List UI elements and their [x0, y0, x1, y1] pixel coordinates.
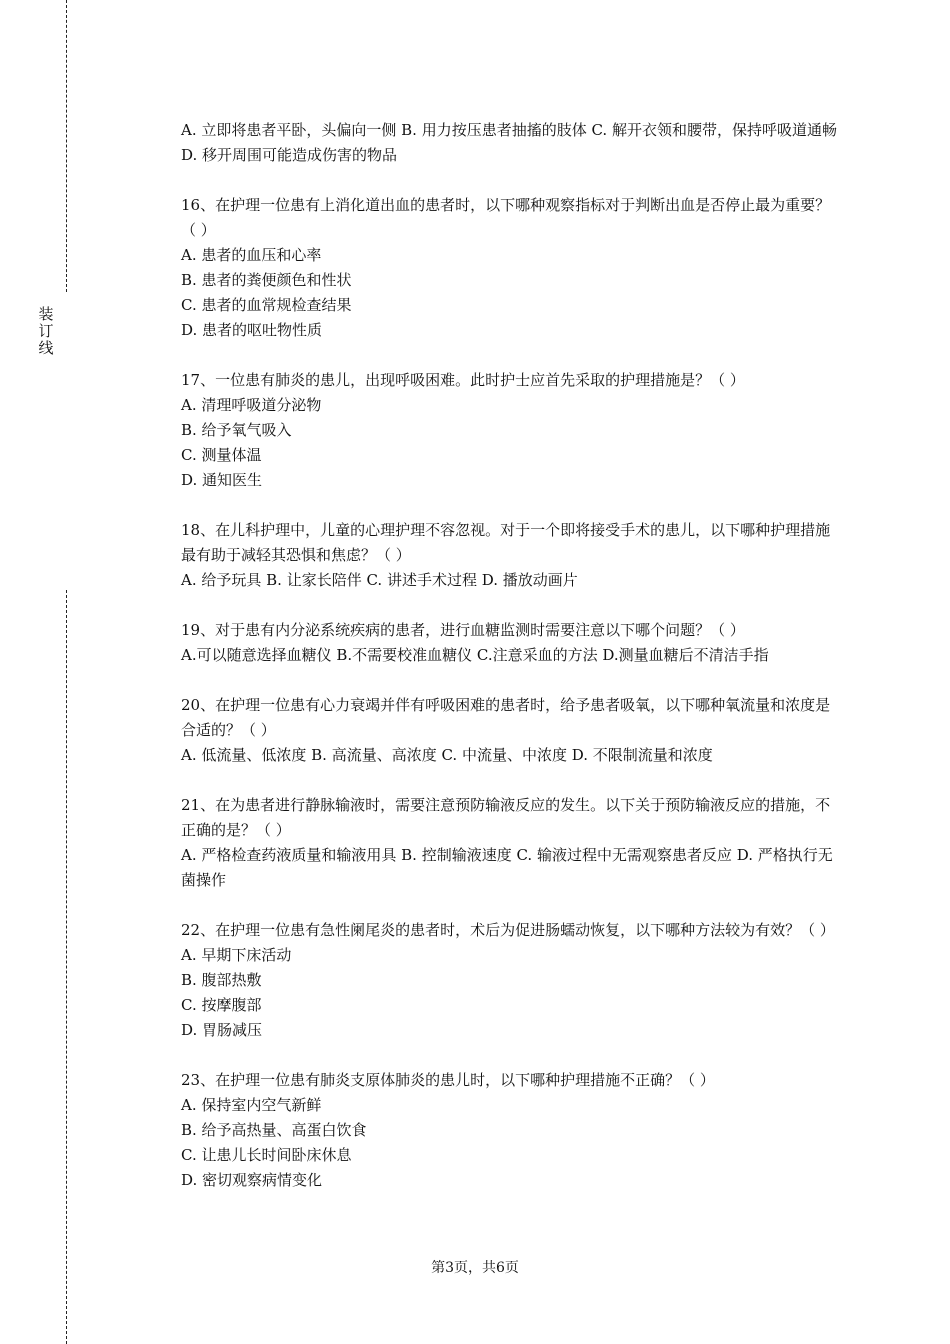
question-option: A. 给予玩具 B. 让家长陪伴 C. 讲述手术过程 D. 播放动画片 [181, 571, 578, 589]
question-option: C. 让患儿长时间卧床休息 [181, 1146, 352, 1164]
question-option: C. 患者的血常规检查结果 [181, 296, 352, 314]
question-block [181, 918, 841, 1043]
exam-content [181, 118, 841, 1218]
binding-dashed-line-top [66, 0, 67, 292]
page-number: 第3页，共6页 [431, 1260, 519, 1276]
question-block [181, 793, 841, 893]
question-block [181, 1068, 841, 1193]
binding-char: 装 [38, 305, 54, 323]
question-block [181, 368, 841, 493]
binding-char: 线 [38, 339, 54, 357]
question-stem: 21、在为患者进行静脉输液时，需要注意预防输液反应的发生。以下关于预防输液反应的措施，不正确的是？（ ） [181, 796, 831, 839]
question-option: B. 给予高热量、高蛋白饮食 [181, 1121, 367, 1139]
question-option: A. 保持室内空气新鲜 [181, 1096, 322, 1114]
question-option: A. 低流量、低浓度 B. 高流量、高浓度 C. 中流量、中浓度 D. 不限制流量和浓度 [181, 746, 713, 764]
question-stem: 17、一位患有肺炎的患儿，出现呼吸困难。此时护士应首先采取的护理措施是？（ ） [181, 371, 745, 389]
question-option: A. 患者的血压和心率 [181, 246, 322, 264]
question-option: A. 严格检查药液质量和输液用具 B. 控制输液速度 C. 输液过程中无需观察患者反应 D. 严格执行无菌操作 [181, 846, 833, 889]
question-option: D. 密切观察病情变化 [181, 1171, 323, 1189]
question-block [181, 618, 841, 668]
question-option: A. 清理呼吸道分泌物 [181, 396, 322, 414]
binding-dashed-line-bottom [66, 590, 67, 1344]
binding-label [36, 306, 56, 357]
question-stem: 22、在护理一位患有急性阑尾炎的患者时，术后为促进肠蠕动恢复，以下哪种方法较为有效？（ ） [181, 921, 835, 939]
question-option: A.可以随意选择血糖仪 B.不需要校准血糖仪 C.注意采血的方法 D.测量血糖后不清洁手指 [181, 646, 769, 664]
question-stem: 18、在儿科护理中，儿童的心理护理不容忽视。对于一个即将接受手术的患儿，以下哪种护理措施最有助于减轻其恐惧和焦虑？（ ） [181, 521, 831, 564]
question-15-options: A. 立即将患者平卧，头偏向一侧 B. 用力按压患者抽搐的肢体 C. 解开衣领和腰带，保持呼吸道通畅 D. 移开周围可能造成伤害的物品 [181, 121, 837, 164]
question-stem: 23、在护理一位患有肺炎支原体肺炎的患儿时，以下哪种护理措施不正确？（ ） [181, 1071, 715, 1089]
binding-char: 订 [38, 322, 54, 340]
question-stem: 19、对于患有内分泌系统疾病的患者，进行血糖监测时需要注意以下哪个问题？（ ） [181, 621, 745, 639]
question-block [181, 693, 841, 768]
question-block [181, 193, 841, 343]
question-stem: 20、在护理一位患有心力衰竭并伴有呼吸困难的患者时，给予患者吸氧，以下哪种氧流量和浓度是合适的？（ ） [181, 696, 831, 739]
question-option: C. 按摩腹部 [181, 996, 262, 1014]
question-option: C. 测量体温 [181, 446, 262, 464]
question-option: B. 患者的粪便颜色和性状 [181, 271, 352, 289]
question-option: D. 胃肠减压 [181, 1021, 263, 1039]
question-option: B. 给予氧气吸入 [181, 421, 292, 439]
question-option: A. 早期下床活动 [181, 946, 292, 964]
question-stem: 16、在护理一位患有上消化道出血的患者时，以下哪种观察指标对于判断出血是否停止最为重要？（ ） [181, 196, 831, 239]
question-option: D. 患者的呕吐物性质 [181, 321, 323, 339]
question-block [181, 518, 841, 593]
question-option: D. 通知医生 [181, 471, 263, 489]
question-list [181, 193, 841, 1193]
question-option: B. 腹部热敷 [181, 971, 262, 989]
